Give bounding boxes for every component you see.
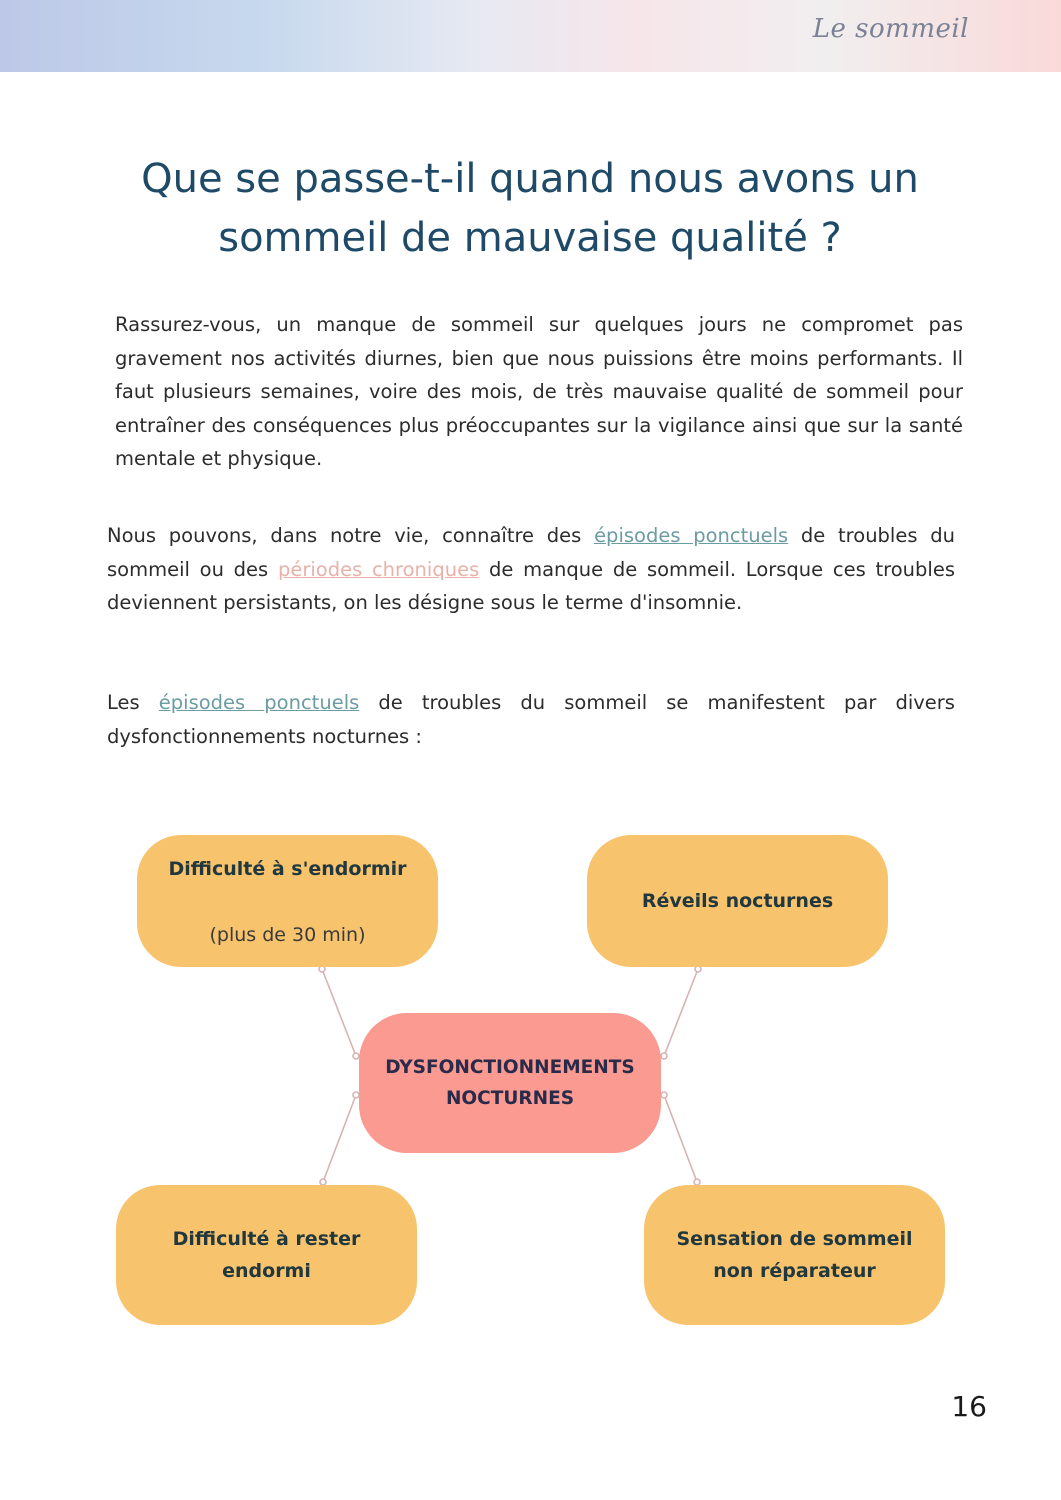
connector-bottom-left [323,1095,356,1182]
paragraph-intro: Rassurez-vous, un manque de sommeil sur quelques jours ne compromet pas gravement nos activités diurnes, bien que nous puissions être moins performants. Il faut plusieurs semaines, voire des mois, de très mauvaise qualité de sommeil pour entraîner des conséquences plus préoccupantes sur la vigilance ainsi que sur la santé mentale et physique. [115,313,963,470]
title-line-2: sommeil de mauvaise qualité ? [218,215,842,261]
section-title: Le sommeil [812,14,969,44]
paragraph-episodes-text-1: Nous pouvons, dans notre vie, connaître des [107,524,595,547]
node-label: Difficulté à s'endormir [168,858,407,880]
header-band [0,0,1061,72]
page-title [100,150,960,268]
connector-dot [661,1053,667,1059]
node-difficulte-rester-endormi [116,1185,417,1325]
node-center-dysfonctionnements [359,1013,661,1153]
node-sommeil-non-reparateur [644,1185,945,1325]
connector-top-right [664,969,698,1056]
page-number: 16 [951,1390,987,1423]
paragraph-episodes-text-2: de troubles du sommeil ou des [107,524,955,581]
node-label-line-2: non réparateur [713,1260,876,1282]
node-difficulte-endormir [137,835,438,967]
paragraph-dysfunctions-text-1: Les [107,691,159,714]
center-label-line-1: DYSFONCTIONNEMENTS [385,1057,635,1078]
paragraph-dysfunctions [107,686,955,753]
node-sublabel: (plus de 30 min) [209,924,366,946]
connector-dot [661,1092,667,1098]
connector-top-left [322,969,356,1056]
link-episodes-ponctuels[interactable]: épisodes ponctuels [594,524,789,547]
paragraph-episodes [107,519,955,620]
node-label: Difficulté à rester [172,1228,361,1250]
node-label: Sensation de sommeil [676,1228,913,1250]
node-label-line-2: endormi [222,1260,311,1282]
title-line-1: Que se passe-t-il quand nous avons un [141,156,919,202]
link-periodes-chroniques[interactable]: périodes chroniques [277,557,480,581]
node-label: Réveils nocturnes [641,890,834,912]
node-reveils-nocturnes [587,835,888,967]
paragraph-dysfunctions-text-2: de troubles du sommeil se manifestent par divers dysfonctionnements nocturnes : [107,691,955,748]
center-label-line-2: NOCTURNES [445,1088,575,1109]
link-episodes-ponctuels-2[interactable]: épisodes ponctuels [158,691,360,714]
paragraph-episodes-text-3: de manque de sommeil. Lorsque ces troubles deviennent persistants, on les désigne sous le terme d'insomnie. [107,557,955,614]
connector-bottom-right [664,1095,697,1182]
